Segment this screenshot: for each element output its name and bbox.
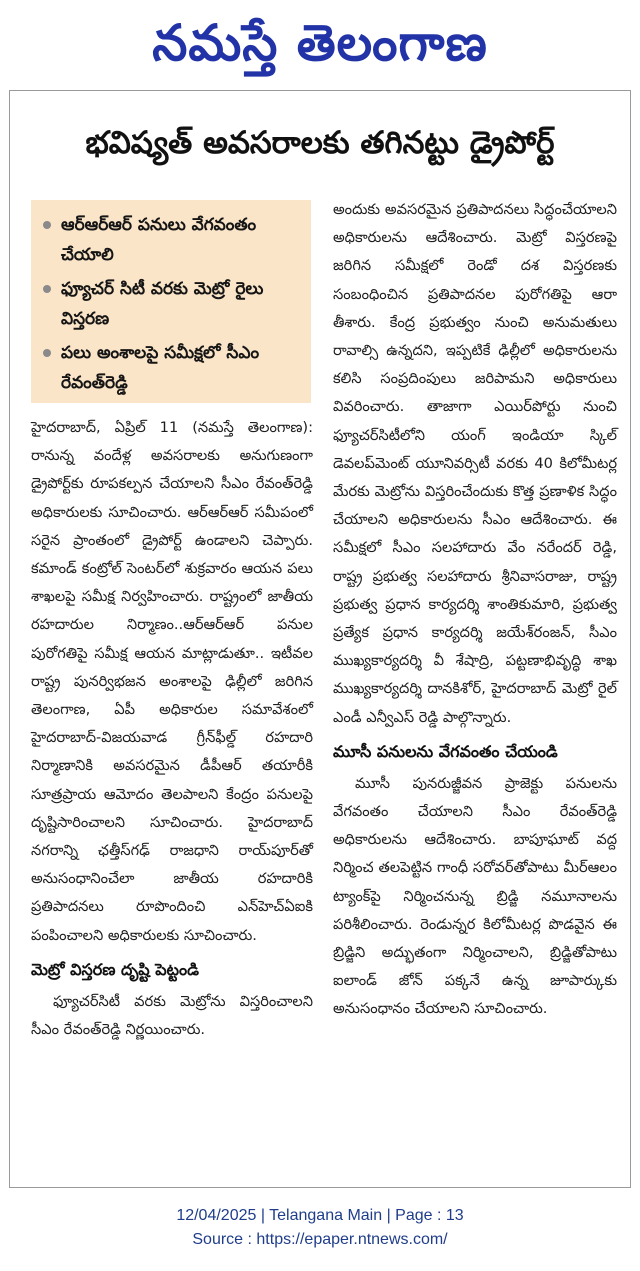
- newspaper-masthead: నమస్తే తెలంగాణ: [152, 13, 488, 72]
- body-paragraph: మూసీ పునరుజ్జీవన ప్రాజెక్టు పనులను వేగవంతం చేయాలని సీఎం రేవంత్‌రెడ్డి అధికారులను ఆదేశించారు. బాపూఘాట్ వద్ద నిర్మించ తలపెట్టిన గాంధీ సరోవర్‌తోపాటు మీర్‌ఆలం ట్యాంక్‌పై నిర్మించనున్న బ్రిడ్జి నమూనాలను పరిశీలించారు. రెండున్నర కిలోమీటర్ల పొడవైన ఈ బ్రిడ్జిని అద్భుతంగా నిర్మించాలని, బ్రిడ్జితోపాటు ఐలాండ్ జోన్ పక్కనే ఉన్న జూపార్కుకు అనుసంధానం చేయాలని సూచించారు.: [333, 774, 617, 1018]
- left-column: [31, 414, 313, 1044]
- body-paragraph: హైదరాబాద్, ఏప్రిల్ 11 (నమస్తే తెలంగాణ): రానున్న వందేళ్ల అవసరాలకు అనుగుణంగా డ్రైపోర్ట్‌కు రూపకల్పన చేయాలని సీఎం రేవంత్‌రెడ్డి అధికారులకు సూచించారు. ఆర్ఆర్ఆర్ సమీపంలో సరైన ప్రాంతంలో డ్రైపోర్ట్ ఉండాలని చెప్పారు. కమాండ్ కంట్రోల్ సెంటర్‌లో శుక్రవారం ఆయన పలు శాఖలపై సమీక్ష నిర్వహించారు. రాష్ట్రంలో జాతీయ రహదారుల నిర్మాణం..ఆర్ఆర్ఆర్ పనుల పురోగతిపై సమీక్ష ఆయన మాట్లాడుతూ.. ఇటీవల రాష్ట్ర పునర్విభజన అంశాలపై ఢిల్లీలో జరిగిన తెలంగాణ, ఏపీ అధికారుల సమావేశంలో హైదరాబాద్-విజయవాడ గ్రీన్‌ఫీల్డ్ రహదారి నిర్మాణానికి అవసరమైన డీపీఆర్ తయారీకి సూత్రప్రాయ ఆమోదం తెలపాలని కేంద్రం పనులపై దృష్టిసారించాలని సూచించారు. హైదరాబాద్ నగరాన్ని ఛత్తీస్‌గఢ్ రాజధాని రాయ్‌పూర్‌తో అనుసంధానించేలా జాతీయ రహదారికి ప్రతిపాదనలు రూపొందించి ఎన్‌హెచ్ఏఐకి పంపించాలని అధికారులకు సూచించారు.: [31, 419, 313, 944]
- bullet-icon: [43, 221, 51, 229]
- body-paragraph: అందుకు అవసరమైన ప్రతిపాదనలు సిద్ధంచేయాలని అధికారులను ఆదేశించారు. మెట్రో విస్తరణపై జరిగిన సమీక్షలో రెండో దశ విస్తరణకు సంబంధించిన ప్రతిపాదనల పురోగతిపై ఆరా తీశారు. కేంద్ర ప్రభుత్వం నుంచి అనుమతులు రావాల్సి ఉన్నదని, ఇప్పటికే ఢిల్లీలో అధికారులను కలిసి సంప్రదింపులు జరిపామని అధికారులు వివరించారు. తాజాగా ఎయిర్‌పోర్టు నుంచి ఫ్యూచర్‌సిటీలోని యంగ్ ఇండియా స్కిల్ డెవలప్‌మెంట్ యూనివర్సిటీ వరకు 40 కిలోమీటర్ల మేరకు మెట్రోను విస్తరించేందుకు కొత్త ప్రణాళిక సిద్ధం చేయాలని అధికారులను సీఎం ఆదేశించారు. ఈ సమీక్షలో సీఎం సలహాదారు వేం నరేందర్ రెడ్డి, రాష్ట్ర ప్రభుత్వ సలహాదారు శ్రీనివాసరాజు, రాష్ట్ర ప్రభుత్వ ప్రధాన కార్యదర్శి శాంతికుమారి, ప్రభుత్వ ప్రత్యేక ప్రధాన కార్యదర్శి జయేశ్‌రంజన్, సీఎం ముఖ్యకార్యదర్శి వీ శేషాద్రి, పట్టణాభివృద్ధి శాఖ ముఖ్యకార్యదర్శి దానకిశోర్, హైదరాబాద్ మెట్రో రైల్ ఎండీ ఎన్వీఎస్ రెడ్డి పాల్గొన్నారు.: [333, 201, 617, 726]
- right-column: [333, 196, 617, 1024]
- highlight-text: పలు అంశాలపై సమీక్షలో సీఎం రేవంత్‌రెడ్డి: [61, 343, 260, 393]
- article-headline: భవిష్యత్ అవసరాలకు తగినట్టు డ్రైపోర్ట్: [85, 125, 555, 161]
- footer-date-page: 12/04/2025 | Telangana Main | Page : 13: [176, 1207, 464, 1224]
- subheading-metro: మెట్రో విస్తరణ దృష్టి పెట్టండి: [31, 959, 199, 979]
- highlight-item: [43, 274, 301, 334]
- highlights-box: [31, 200, 311, 403]
- highlight-text: ఆర్ఆర్ఆర్ పనులు వేగవంతం చేయాలి: [61, 215, 257, 265]
- subheading-musi: మూసీ పనులను వేగవంతం చేయండి: [333, 741, 558, 761]
- highlight-text: ఫ్యూచర్ సిటీ వరకు మెట్రో రైలు విస్తరణ: [61, 279, 264, 329]
- footer-source: Source : https://epaper.ntnews.com/: [192, 1231, 448, 1248]
- body-paragraph: ఫ్యూచర్‌సిటీ వరకు మెట్రోను విస్తరించాలని సీఎం రేవంత్‌రెడ్డి నిర్ణయించారు.: [31, 992, 313, 1039]
- bullet-icon: [43, 349, 51, 357]
- highlight-item: [43, 338, 301, 398]
- highlight-item: [43, 210, 301, 270]
- bullet-icon: [43, 285, 51, 293]
